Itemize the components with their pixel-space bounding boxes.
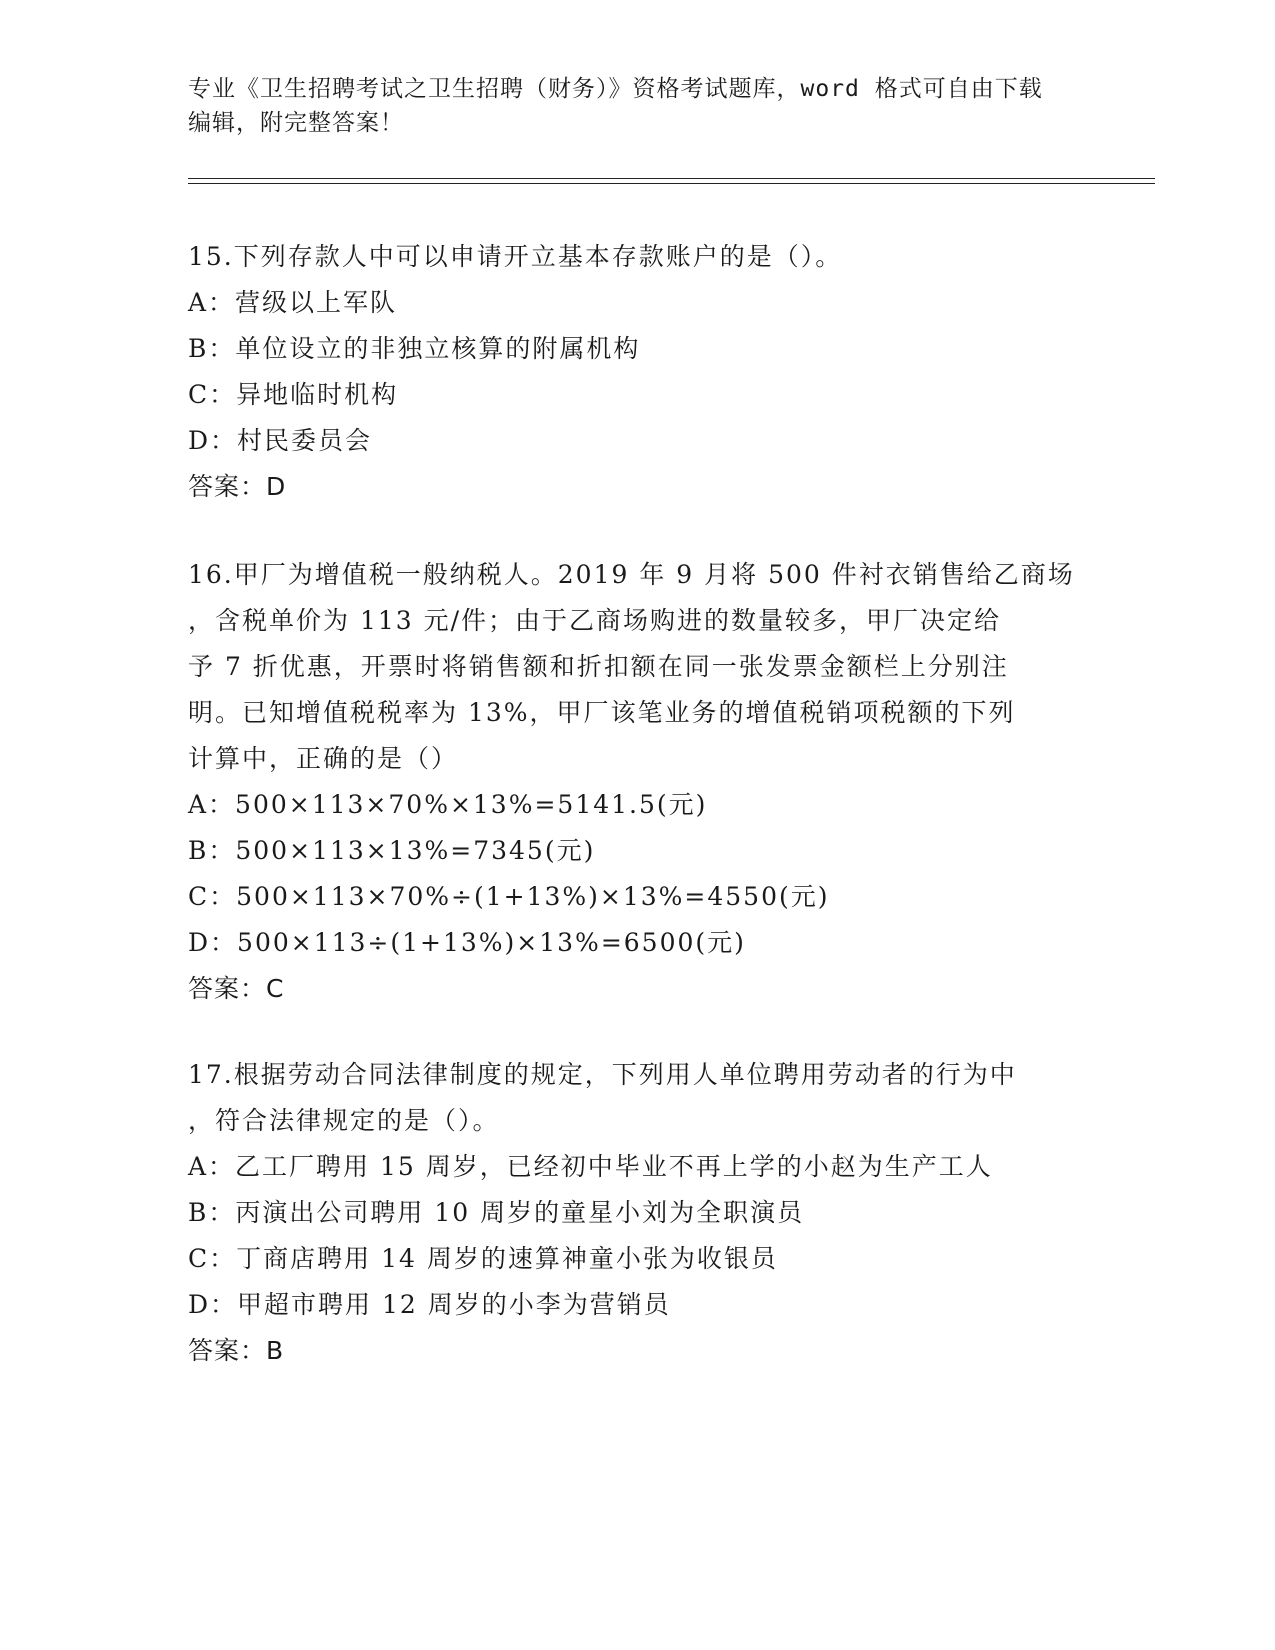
question-stem — [188, 234, 1088, 280]
option-a: A：乙工厂聘用 15 周岁，已经初中毕业不再上学的小赵为生产工人 — [188, 1152, 993, 1181]
option-b: B：单位设立的非独立核算的附属机构 — [188, 334, 641, 363]
stem-line: 15.下列存款人中可以申请开立基本存款账户的是（）。 — [188, 242, 843, 271]
option-d: D：500×113÷(1+13%)×13%=6500(元) — [188, 928, 746, 957]
document-header — [188, 72, 1068, 140]
stem-line: 计算中，正确的是（） — [188, 744, 459, 773]
option-c: C：丁商店聘用 14 周岁的速算神童小张为收银员 — [188, 1244, 778, 1273]
option-d: D：村民委员会 — [188, 426, 373, 455]
option-b: B：500×113×13%=7345(元) — [188, 836, 596, 865]
answer-line: 答案：B — [188, 1336, 285, 1365]
question-16 — [188, 552, 1088, 1012]
header-line-1: 专业《卫生招聘考试之卫生招聘（财务）》资格考试题库，word 格式可自由下载 — [188, 76, 1043, 102]
option-c: C：异地临时机构 — [188, 380, 399, 409]
stem-line: 16.甲厂为增值税一般纳税人。2019 年 9 月将 500 件衬衣销售给乙商场 — [188, 560, 1075, 589]
option-d: D：甲超市聘用 12 周岁的小李为营销员 — [188, 1290, 671, 1319]
option-a: A：500×113×70%×13%=5141.5(元) — [188, 790, 708, 819]
header-divider-top — [188, 178, 1155, 179]
answer-line: 答案：C — [188, 974, 285, 1003]
option-c: C：500×113×70%÷(1+13%)×13%=4550(元) — [188, 882, 830, 911]
stem-line: 17.根据劳动合同法律制度的规定，下列用人单位聘用劳动者的行为中 — [188, 1060, 1017, 1089]
question-stem — [188, 1052, 1088, 1144]
header-divider-bottom — [188, 183, 1155, 184]
option-b: B：丙演出公司聘用 10 周岁的童星小刘为全职演员 — [188, 1198, 805, 1227]
question-17 — [188, 1052, 1088, 1374]
stem-line: 明。已知增值税税率为 13%，甲厂该笔业务的增值税销项税额的下列 — [188, 698, 1016, 727]
question-15 — [188, 234, 1088, 510]
stem-line: ，含税单价为 113 元/件；由于乙商场购进的数量较多，甲厂决定给 — [188, 606, 1002, 635]
question-stem — [188, 552, 1088, 782]
answer-line: 答案：D — [188, 472, 287, 501]
stem-line: 予 7 折优惠，开票时将销售额和折扣额在同一张发票金额栏上分别注 — [188, 652, 1009, 681]
stem-line: ，符合法律规定的是（）。 — [188, 1106, 500, 1135]
header-line-2: 编辑，附完整答案！ — [188, 110, 404, 136]
option-a: A：营级以上军队 — [188, 288, 398, 317]
